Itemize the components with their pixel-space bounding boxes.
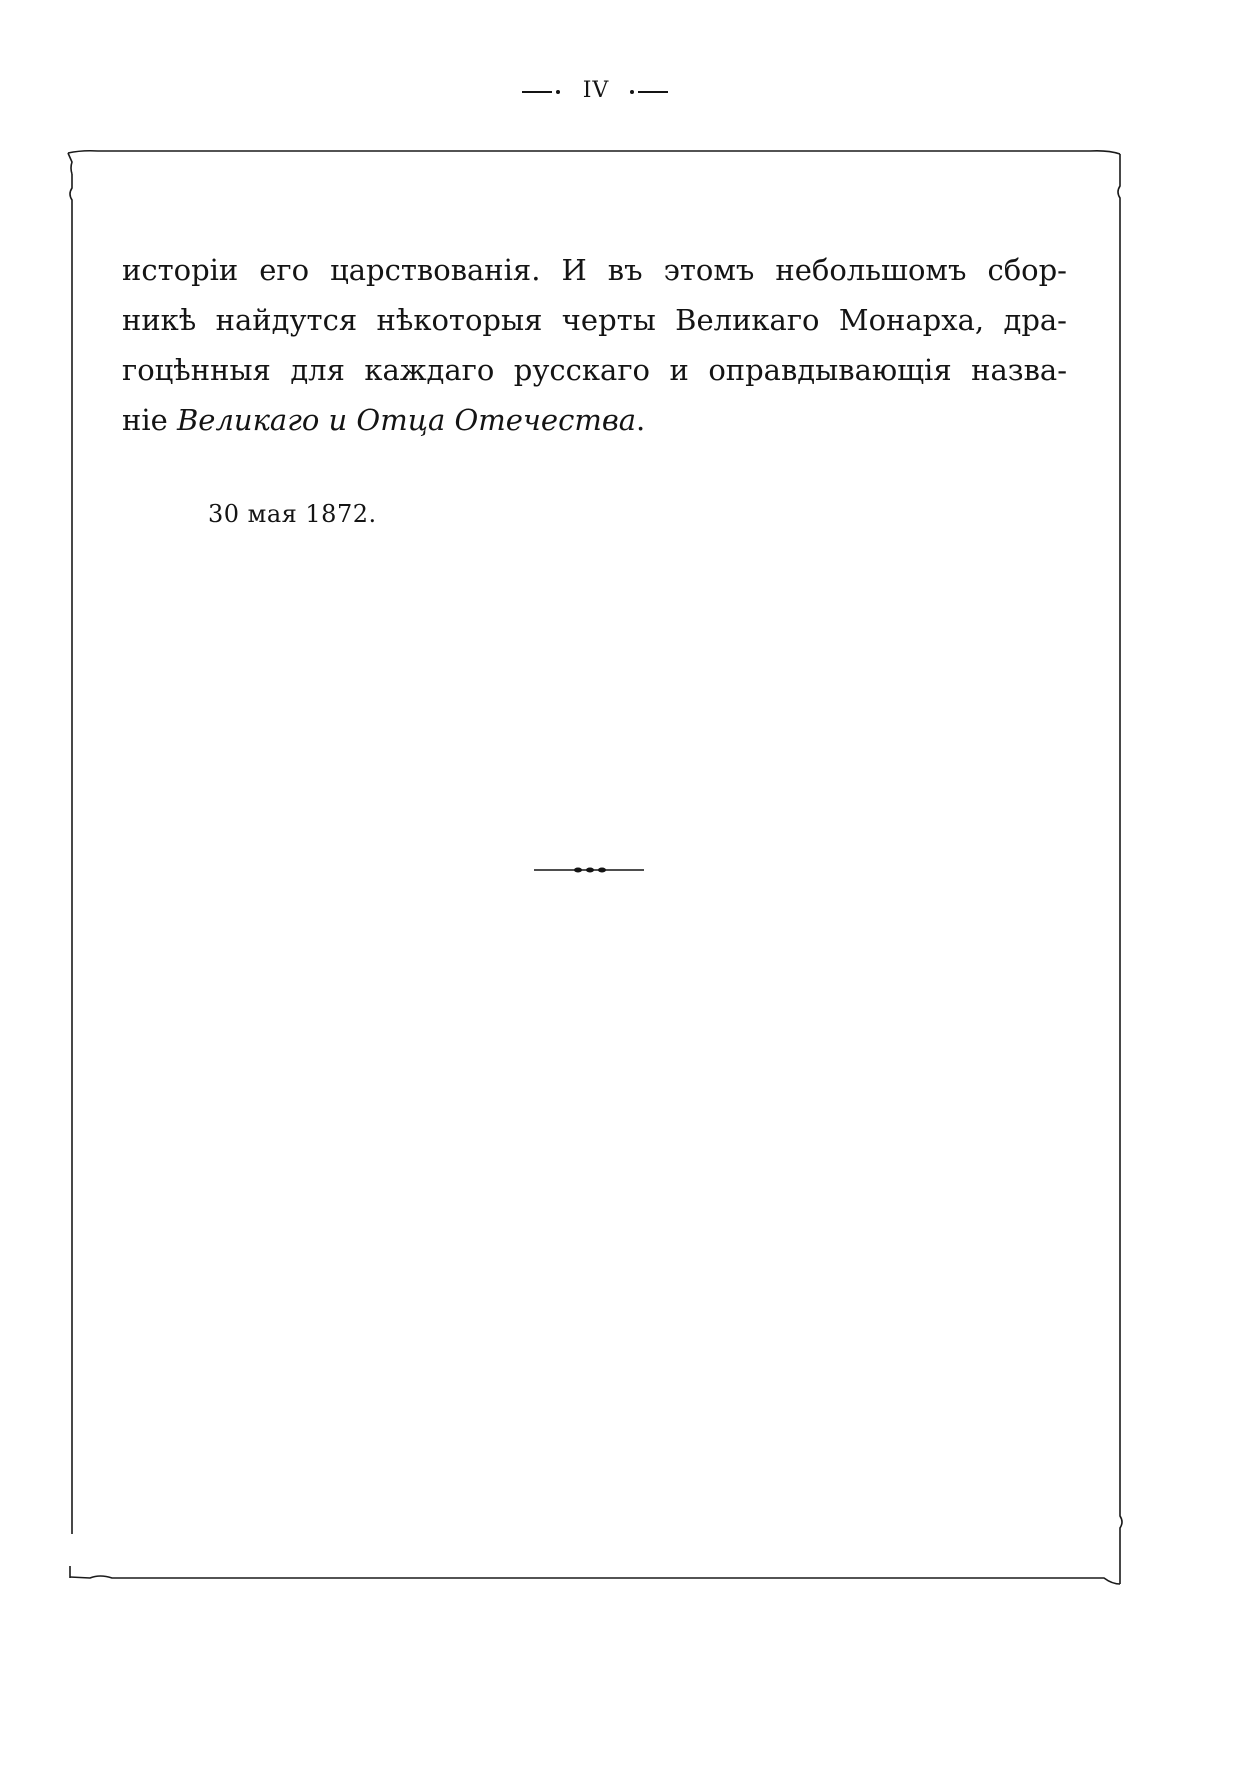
header-dash-right bbox=[638, 91, 668, 93]
body-paragraph bbox=[122, 245, 1067, 445]
italic-phrase: Великаго и Отца Отечества bbox=[176, 403, 636, 437]
text-line-last bbox=[122, 395, 1067, 445]
text-line: никѣ найдутся нѣкоторыя черты Великаго Монарха, дра- bbox=[122, 303, 1067, 337]
page-header bbox=[0, 74, 1259, 110]
date-line: 30 мая 1872. bbox=[208, 500, 377, 528]
page-number: IV bbox=[582, 78, 610, 103]
text-line: гоцѣнныя для каждаго русскаго и оправдывающія назва- bbox=[122, 353, 1067, 387]
header-dot-left bbox=[556, 90, 560, 94]
text-line: исторіи его царствованія. И въ этомъ небольшомъ сбор- bbox=[122, 253, 1067, 287]
last-line-prefix: ніе bbox=[122, 403, 168, 437]
ornamental-divider bbox=[532, 866, 646, 874]
header-dash-left bbox=[522, 91, 552, 93]
last-line-suffix: . bbox=[636, 403, 646, 437]
header-dot-right bbox=[630, 90, 634, 94]
